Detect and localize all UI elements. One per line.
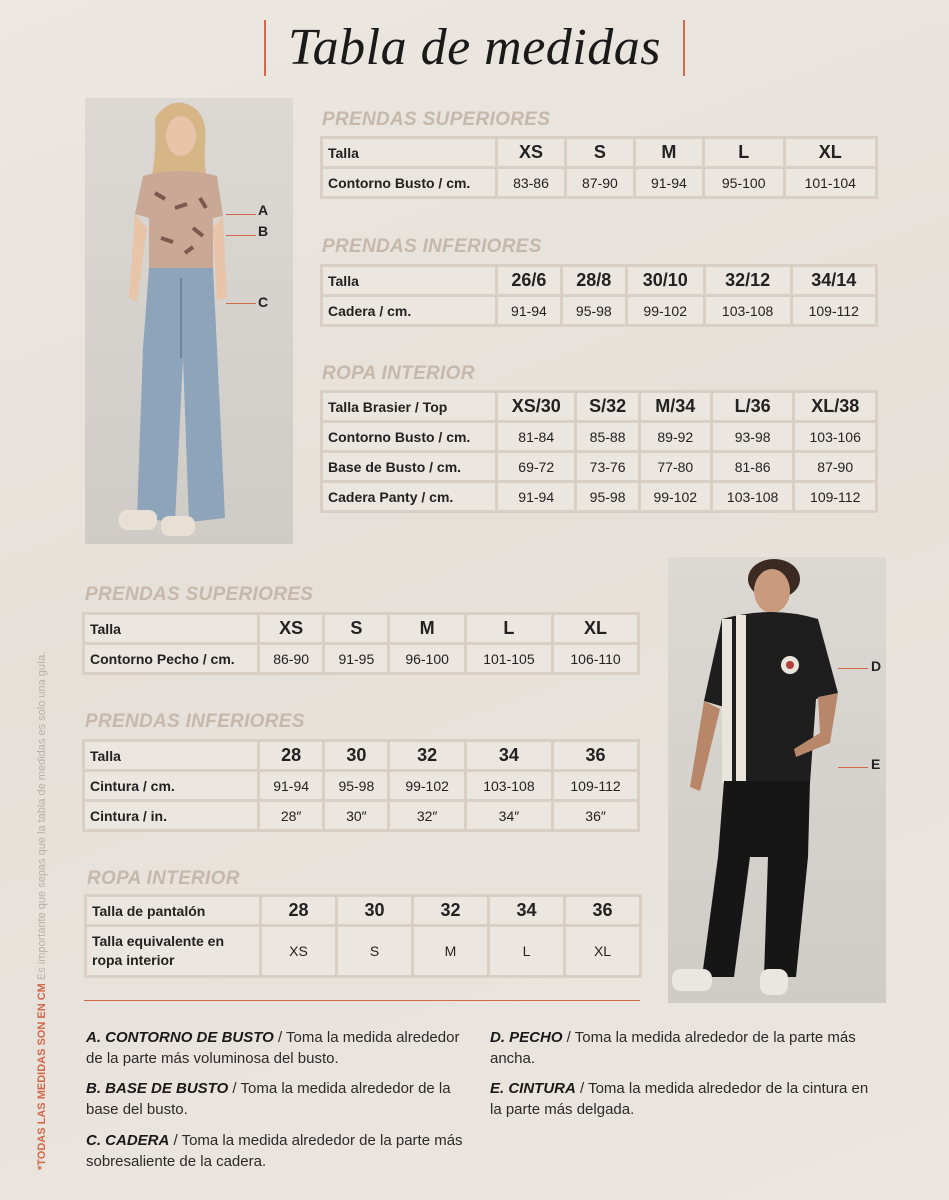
men-tops-title: PRENDAS SUPERIORES — [85, 584, 314, 605]
table-cell: XS — [498, 139, 564, 166]
table-cell: 32 — [414, 897, 487, 924]
table-row — [85, 802, 637, 829]
table-cell: Talla — [323, 267, 495, 294]
table-row — [85, 772, 637, 799]
table-cell: 85-88 — [577, 423, 637, 450]
title-right-bar — [683, 20, 685, 76]
marker-a-letter: A — [258, 202, 269, 218]
table-cell: 36″ — [554, 802, 637, 829]
table-cell: 106-110 — [554, 645, 637, 672]
definition-text: / Toma la medida alrededor de la cintura en la parte más delgada. — [490, 1080, 869, 1118]
marker-e-letter: E — [871, 756, 881, 772]
table-cell: 99-102 — [641, 483, 710, 510]
table-cell: 91-94 — [498, 297, 560, 324]
table-cell: Talla de pantalón — [87, 897, 259, 924]
men-bottoms-table — [82, 739, 640, 832]
table-cell: L — [490, 927, 563, 975]
table-cell: 30 — [325, 742, 387, 769]
table-row — [323, 267, 875, 294]
table-cell: 91-94 — [260, 772, 322, 799]
table-cell: 81-86 — [713, 453, 793, 480]
table-cell: 73-76 — [577, 453, 637, 480]
table-cell: 109-112 — [554, 772, 637, 799]
table-cell: L — [705, 139, 783, 166]
table-cell: Talla Brasier / Top — [323, 393, 495, 420]
table-cell: M/34 — [641, 393, 710, 420]
table-cell: 91-94 — [498, 483, 574, 510]
table-cell: S — [338, 927, 411, 975]
table-cell: Talla equivalente en ropa interior — [87, 927, 259, 975]
definition-term: C. CADERA — [86, 1132, 170, 1149]
table-cell: 34 — [490, 897, 563, 924]
table-row — [85, 645, 637, 672]
table-cell: 109-112 — [793, 297, 875, 324]
table-cell: 34″ — [467, 802, 551, 829]
table-cell: 99-102 — [390, 772, 463, 799]
man-model-photo — [668, 557, 886, 1003]
table-cell: M — [636, 139, 702, 166]
table-cell: Base de Busto / cm. — [323, 453, 495, 480]
table-cell: 101-105 — [467, 645, 551, 672]
table-cell: XL — [566, 927, 639, 975]
definition-text: / Toma la medida alrededor de la parte más sobresaliente de la cadera. — [86, 1132, 463, 1170]
table-cell: Talla — [323, 139, 495, 166]
table-cell: 28 — [262, 897, 335, 924]
table-cell: 95-100 — [705, 169, 783, 196]
table-cell: Contorno Pecho / cm. — [85, 645, 257, 672]
table-cell: XL — [554, 615, 637, 642]
table-cell: 101-104 — [786, 169, 875, 196]
women-bottoms-title: PRENDAS INFERIORES — [322, 236, 542, 257]
table-cell: Cadera Panty / cm. — [323, 483, 495, 510]
table-row — [85, 615, 637, 642]
women-tops-table — [320, 136, 878, 199]
man-model-illustration — [668, 557, 886, 1003]
table-cell: 36 — [554, 742, 637, 769]
table-row — [323, 297, 875, 324]
marker-c-line — [226, 303, 256, 304]
table-row — [323, 423, 875, 450]
woman-model-photo — [85, 98, 293, 544]
definition-term: A. CONTORNO DE BUSTO — [86, 1029, 274, 1046]
table-cell: XL — [786, 139, 875, 166]
marker-a-line — [226, 214, 256, 215]
table-cell: 69-72 — [498, 453, 574, 480]
woman-model-illustration — [85, 98, 293, 544]
table-cell: 87-90 — [567, 169, 633, 196]
marker-b-letter: B — [258, 223, 269, 239]
marker-c-letter: C — [258, 294, 269, 310]
table-cell: Cintura / in. — [85, 802, 257, 829]
table-cell: Cintura / cm. — [85, 772, 257, 799]
table-cell: 91-94 — [636, 169, 702, 196]
table-cell: 86-90 — [260, 645, 322, 672]
marker-d-letter: D — [871, 658, 882, 674]
table-row — [87, 927, 639, 975]
table-cell: S — [567, 139, 633, 166]
definition-bust-base — [86, 1078, 476, 1120]
table-row — [323, 483, 875, 510]
table-cell: XL/38 — [795, 393, 875, 420]
table-cell: 26/6 — [498, 267, 560, 294]
table-cell: 28″ — [260, 802, 322, 829]
table-cell: S — [325, 615, 387, 642]
table-cell: 28 — [260, 742, 322, 769]
table-cell: 91-95 — [325, 645, 387, 672]
table-cell: 103-106 — [795, 423, 875, 450]
table-cell: 28/8 — [563, 267, 625, 294]
table-cell: 99-102 — [628, 297, 703, 324]
table-row — [323, 453, 875, 480]
table-cell: 36 — [566, 897, 639, 924]
table-cell: 77-80 — [641, 453, 710, 480]
table-cell: 30 — [338, 897, 411, 924]
definition-waist — [490, 1078, 880, 1120]
definition-term: B. BASE DE BUSTO — [86, 1080, 229, 1097]
table-row — [85, 742, 637, 769]
table-cell: 103-108 — [706, 297, 790, 324]
measurement-note-text: Es importante que sepas que la tabla de medidas es solo una guía. — [36, 651, 48, 984]
table-cell: 89-92 — [641, 423, 710, 450]
marker-d-line — [838, 668, 868, 669]
table-row — [323, 393, 875, 420]
table-cell: 32″ — [390, 802, 463, 829]
table-cell: 34/14 — [793, 267, 875, 294]
table-cell: 32 — [390, 742, 463, 769]
table-cell: L/36 — [713, 393, 793, 420]
table-row — [323, 169, 875, 196]
table-cell: 87-90 — [795, 453, 875, 480]
table-cell: 30″ — [325, 802, 387, 829]
men-tops-table — [82, 612, 640, 675]
table-cell: 93-98 — [713, 423, 793, 450]
table-cell: Contorno Busto / cm. — [323, 169, 495, 196]
table-cell: 96-100 — [390, 645, 463, 672]
men-underwear-table — [84, 894, 642, 978]
table-cell: 95-98 — [563, 297, 625, 324]
women-underwear-table — [320, 390, 878, 513]
header — [0, 18, 949, 77]
men-bottoms-title: PRENDAS INFERIORES — [85, 711, 305, 732]
table-cell: Talla — [85, 615, 257, 642]
definitions-divider — [84, 1000, 640, 1001]
marker-b-line — [226, 235, 256, 236]
definition-bust — [86, 1027, 476, 1069]
definition-text: / Toma la medida alrededor de la base del busto. — [86, 1080, 451, 1118]
table-cell: 83-86 — [498, 169, 564, 196]
table-cell: L — [467, 615, 551, 642]
page-title: Tabla de medidas — [288, 19, 661, 76]
definition-term: D. PECHO — [490, 1029, 563, 1046]
definition-text: / Toma la medida alrededor de la parte más ancha. — [490, 1029, 856, 1067]
table-cell: M — [390, 615, 463, 642]
women-underwear-title: ROPA INTERIOR — [322, 363, 475, 384]
table-cell: 103-108 — [467, 772, 551, 799]
definition-hip — [86, 1130, 476, 1172]
table-cell: S/32 — [577, 393, 637, 420]
table-cell: M — [414, 927, 487, 975]
definition-term: E. CINTURA — [490, 1080, 576, 1097]
table-cell: 81-84 — [498, 423, 574, 450]
table-cell: 103-108 — [713, 483, 793, 510]
table-cell: Cadera / cm. — [323, 297, 495, 324]
men-underwear-title: ROPA INTERIOR — [87, 868, 240, 889]
table-cell: 30/10 — [628, 267, 703, 294]
women-bottoms-table — [320, 264, 878, 327]
table-cell: 34 — [467, 742, 551, 769]
table-cell: 95-98 — [325, 772, 387, 799]
definition-chest — [490, 1027, 880, 1069]
women-tops-title: PRENDAS SUPERIORES — [322, 109, 551, 130]
definition-text: / Toma la medida alrededor de la parte más voluminosa del busto. — [86, 1029, 460, 1067]
table-cell: Talla — [85, 742, 257, 769]
table-cell: 109-112 — [795, 483, 875, 510]
marker-e-line — [838, 767, 868, 768]
table-cell: XS/30 — [498, 393, 574, 420]
table-cell: 32/12 — [706, 267, 790, 294]
table-cell: XS — [262, 927, 335, 975]
table-cell: Contorno Busto / cm. — [323, 423, 495, 450]
table-row — [87, 897, 639, 924]
measurement-note-strong: *TODAS LAS MEDIDAS SON EN CM — [36, 983, 48, 1170]
measurement-note — [36, 652, 48, 1170]
table-cell: 95-98 — [577, 483, 637, 510]
table-row — [323, 139, 875, 166]
table-cell: XS — [260, 615, 322, 642]
